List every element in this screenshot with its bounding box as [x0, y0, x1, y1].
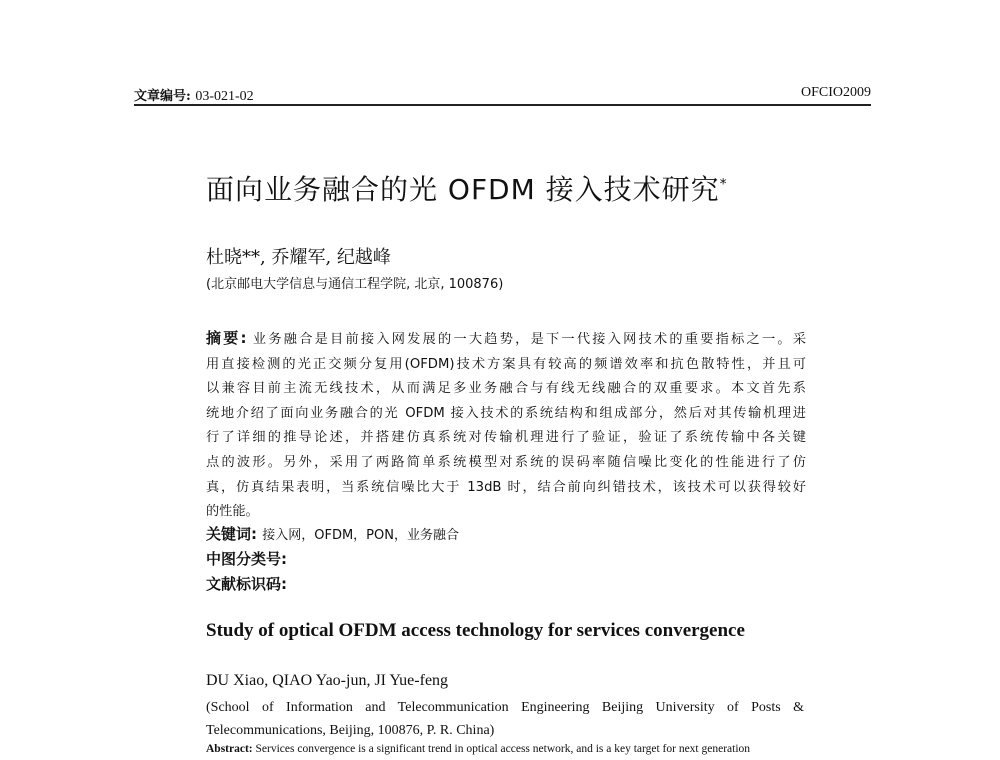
article-number-label: 文章编号: [134, 89, 191, 104]
header-divider [134, 104, 871, 106]
english-abstract [206, 743, 806, 755]
abstract-cn-line: 真，仿真结果表明，当系统信噪比大于 13dB 时，结合前向纠错技术，该技术可以获得较好 [206, 479, 806, 495]
chinese-title [206, 168, 728, 208]
title-footnote-mark: * [719, 176, 728, 193]
english-title: Study of optical OFDM access technology for services convergence [206, 620, 745, 641]
abstract-cn-line: 业务融合是目前接入网发展的一大趋势，是下一代接入网技术的重要指标之一。采 [252, 332, 807, 347]
article-number [134, 85, 254, 105]
chinese-abstract [206, 326, 806, 525]
chinese-affiliation: (北京邮电大学信息与通信工程学院, 北京, 100876) [206, 277, 504, 292]
conference-code: OFCIO2009 [800, 85, 871, 100]
abstract-cn-line: 行了详细的推导论述，并搭建仿真系统对传输机理进行了验证，验证了系统传输中各关键 [206, 430, 806, 446]
page-header [134, 85, 871, 105]
keywords-cn-value: 接入网，OFDM，PON，业务融合 [262, 528, 459, 543]
chinese-authors: 杜晓**, 乔耀军, 纪越峰 [206, 247, 391, 268]
abstract-cn-line: 点的波形。另外，采用了两路简单系统模型对系统的误码率随信噪比变化的性能进行了仿 [206, 454, 806, 470]
document-code-label: 文献标识码: [206, 575, 287, 593]
english-affiliation [206, 696, 804, 742]
clc-number [206, 548, 287, 569]
article-number-value: 03-021-02 [195, 89, 254, 104]
abstract-cn-line: 用直接检测的光正交频分复用(OFDM)技术方案具有较高的频谱效率和抗色散特性，并且可 [206, 356, 806, 372]
abstract-cn-line: 的性能。 [206, 504, 259, 520]
clc-number-label: 中图分类号: [206, 550, 287, 568]
abstract-cn-line: 以兼容目前主流无线技术，从而满足多业务融合与有线无线融合的双重要求。本文首先系 [206, 381, 806, 397]
chinese-title-text: 面向业务融合的光 OFDM 接入技术研究 [206, 173, 720, 206]
keywords-cn [206, 523, 459, 544]
document-code [206, 573, 287, 594]
english-authors: DU Xiao, QIAO Yao-jun, JI Yue-feng [206, 672, 449, 689]
affiliation-en-line: (School of Information and Telecommunication Engineering Beijing University of Posts & [206, 700, 804, 715]
abstract-en-label: Abstract: [206, 743, 253, 755]
keywords-cn-label: 关键词: [206, 525, 257, 543]
affiliation-en-line: Telecommunications, Beijing, 100876, P. R. China) [206, 723, 495, 738]
abstract-cn-line: 统地介绍了面向业务融合的光 OFDM 接入技术的系统结构和组成部分，然后对其传输机理进 [206, 405, 806, 421]
abstract-cn-label: 摘要: [206, 329, 247, 347]
abstract-en-text: Services convergence is a significant trend in optical access network, and is a key target for next generation [255, 743, 751, 755]
